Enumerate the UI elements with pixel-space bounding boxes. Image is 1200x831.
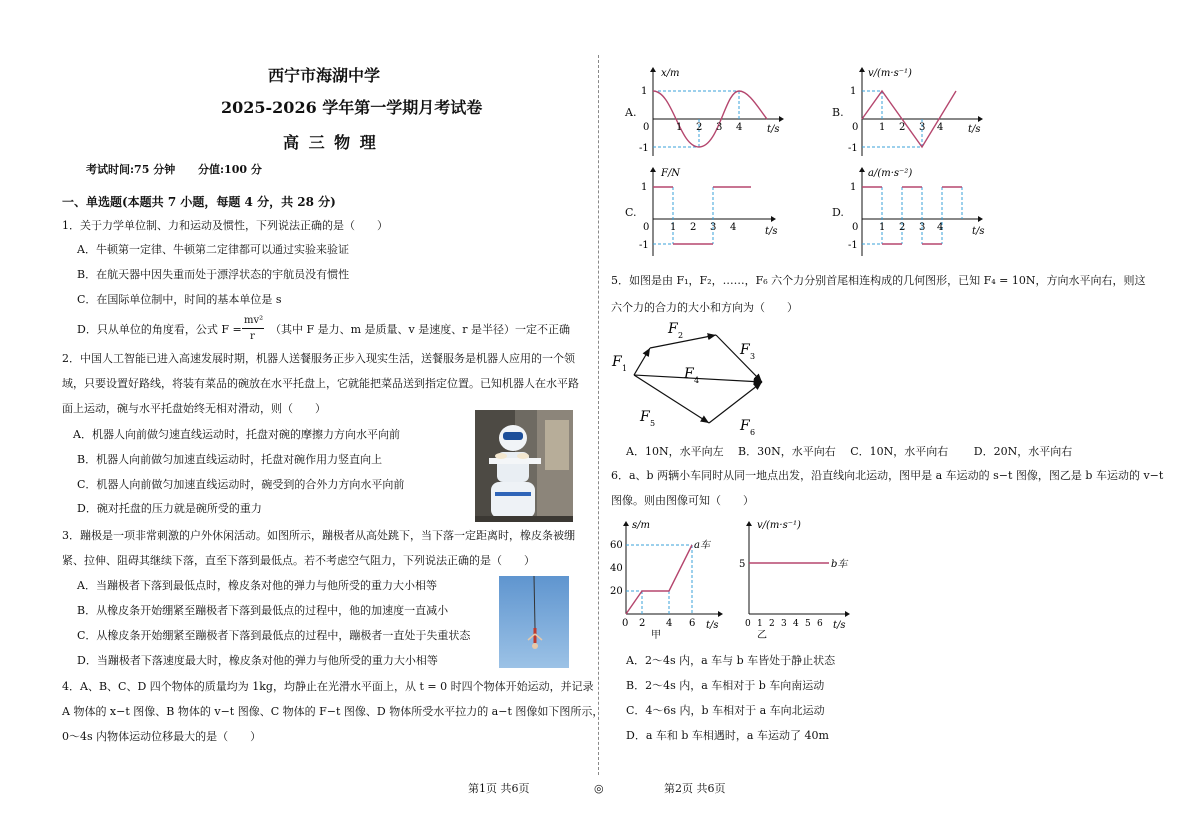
graph-b-tick-4: 4 — [937, 122, 944, 133]
force-polygon-diagram — [608, 318, 774, 444]
q5-line-2: 六个力的合力的大小和方向为（ ） — [611, 301, 798, 314]
graph-yi-xtick-6: 6 — [817, 619, 823, 629]
graph-yi-xtick-1: 1 — [757, 619, 763, 629]
graph-b-label: B. — [832, 106, 844, 119]
school-name: 西宁市海湖中学 — [268, 66, 381, 85]
subject-title: 高 三 物 理 — [283, 133, 378, 152]
graph-jia-caption: 甲 — [651, 630, 661, 641]
q3-line-1: 3．蹦极是一项非常刺激的户外休闲活动。如图所示，蹦极者从高处跳下，当下落一定距离时，橡皮条被绷 — [62, 529, 575, 542]
label-f5-sub: 5 — [650, 419, 656, 428]
graph-a-yneg: -1 — [639, 143, 649, 154]
label-f6: F — [740, 418, 750, 434]
graph-yi-caption: 乙 — [757, 630, 767, 641]
graph-a-label: A. — [625, 106, 637, 119]
graph-yi-vt — [737, 516, 857, 644]
graph-yi-xtick-5: 5 — [805, 619, 811, 629]
graph-jia-xlabel: t/s — [706, 620, 719, 631]
q5-options: A．10N，水平向左 B．30N，水平向右 C．10N，水平向右 D．20N，水平向右 — [626, 445, 1073, 458]
graph-yi-xlabel: t/s — [833, 620, 846, 631]
graph-d-tick-3: 3 — [919, 222, 926, 233]
graph-b-tick-3: 3 — [919, 122, 926, 133]
label-f3: F — [740, 342, 750, 358]
graph-yi-xtick-2: 2 — [769, 619, 775, 629]
q3-option-b: B．从橡皮条开始绷紧至蹦极者下落到最低点的过程中，他的加速度一直减小 — [77, 604, 449, 617]
graph-jia-series: a车 — [694, 540, 710, 551]
graph-yi-series: b车 — [831, 559, 848, 570]
graph-c-tick-1: 1 — [670, 222, 677, 233]
graph-d-ypos: 1 — [850, 182, 857, 193]
graph-yi-ytick-5: 5 — [739, 559, 746, 570]
graph-a-xlabel: t/s — [767, 124, 780, 135]
q6-option-a: A．2～4s 内，a 车与 b 车皆处于静止状态 — [626, 654, 836, 667]
footer-center-mark: ◎ — [594, 782, 604, 795]
footer-page-left: 第1页 共6页 — [468, 782, 530, 795]
q2-option-c: C．机器人向前做匀加速直线运动时，碗受到的合外力方向水平向前 — [77, 478, 405, 491]
graph-c-tick-3: 3 — [710, 222, 717, 233]
label-f4: F — [684, 366, 694, 382]
exam-time: 考试时间:75 分钟 — [86, 163, 176, 176]
bungee-jumper-photo — [499, 576, 569, 668]
q3-option-d: D．当蹦极者下落速度最大时，橡皮条对他的弹力与他所受的重力大小相等 — [77, 654, 438, 667]
q2-line-3: 面上运动，碗与水平托盘始终无相对滑动，则（ ） — [62, 402, 326, 415]
label-f2-sub: 2 — [678, 331, 684, 340]
section-heading: 一、单选题(本题共 7 小题，每题 4 分，共 28 分) — [62, 195, 336, 209]
graph-d-at — [848, 164, 988, 260]
graph-jia-ytick-40: 40 — [610, 563, 623, 574]
q1-option-a: A．牛顿第一定律、牛顿第二定律都可以通过实验来验证 — [77, 243, 349, 256]
graph-c-ft — [639, 164, 785, 260]
q4-line-3: 0～4s 内物体运动位移最大的是（ ） — [62, 730, 262, 743]
graph-a-tick-3: 3 — [716, 122, 723, 133]
label-f6-sub: 6 — [750, 428, 756, 437]
q3-option-a: A．当蹦极者下落到最低点时，橡皮条对他的弹力与他所受的重力大小相等 — [77, 579, 437, 592]
graph-jia-st — [606, 516, 726, 644]
graph-a-tick-2: 2 — [696, 122, 703, 133]
q3-line-2: 紧、拉伸、阻碍其继续下落，直至下落到最低点。若不考虑空气阻力，下列说法正确的是（ ） — [62, 554, 535, 567]
q6-line-2: 图像。则由图像可知（ ） — [611, 494, 754, 507]
graph-jia-ytick-60: 60 — [610, 540, 623, 551]
q1-option-d-suffix: （其中 F 是力、m 是质量、v 是速度、r 是半径）一定不正确 — [270, 323, 571, 336]
graph-yi-xtick-3: 3 — [781, 619, 787, 629]
fraction-bar — [242, 328, 264, 329]
graph-a-ylabel: x/m — [661, 68, 680, 79]
q3-option-c: C．从橡皮条开始绷紧至蹦极者下落到最低点的过程中，蹦极者一直处于失重状态 — [77, 629, 471, 642]
graph-a-ypos: 1 — [641, 86, 648, 97]
robot-waiter-photo — [475, 410, 573, 522]
graph-jia-xtick-6: 6 — [689, 618, 696, 629]
q2-line-2: 域，只要设置好路线，将装有菜品的碗放在水平托盘上，它就能把菜品送到指定位置。已知机器人在水平路 — [62, 377, 579, 390]
graph-b-ylabel: v/(m·s⁻¹) — [868, 68, 912, 79]
q6-option-c: C．4～6s 内，b 车相对于 a 车向北运动 — [626, 704, 825, 717]
graph-c-xlabel: t/s — [765, 226, 778, 237]
q2-line-1: 2．中国人工智能已进入高速发展时期，机器人送餐服务正步入现实生活，送餐服务是机器人应用的一个领 — [62, 352, 575, 365]
graph-d-origin: 0 — [852, 222, 859, 233]
q1-formula-denominator: r — [250, 331, 255, 342]
graph-d-yneg: -1 — [848, 240, 858, 251]
graph-b-xlabel: t/s — [968, 124, 981, 135]
graph-b-yneg: -1 — [848, 143, 858, 154]
q6-option-d: D．a 车和 b 车相遇时，a 车运动了 40m — [626, 729, 829, 742]
q6-option-b: B．2～4s 内，a 车相对于 b 车向南运动 — [626, 679, 825, 692]
graph-c-label: C. — [625, 206, 637, 219]
graph-jia-xtick-2: 2 — [639, 618, 646, 629]
graph-a-tick-1: 1 — [676, 122, 683, 133]
q1-option-b: B．在航天器中因失重而处于漂浮状态的宇航员没有惯性 — [77, 268, 350, 281]
graph-yi-xtick-4: 4 — [793, 619, 799, 629]
graph-jia-ytick-20: 20 — [610, 586, 623, 597]
graph-b-tick-1: 1 — [879, 122, 886, 133]
graph-d-tick-4: 4 — [937, 222, 944, 233]
q4-line-1: 4．A、B、C、D 四个物体的质量均为 1kg，均静止在光滑水平面上，从 t = 0 时四个物体开始运动，并记录 — [62, 680, 594, 693]
label-f4-sub: 4 — [694, 376, 700, 385]
graph-d-tick-2: 2 — [899, 222, 906, 233]
graph-c-origin: 0 — [643, 222, 650, 233]
label-f2: F — [668, 321, 678, 337]
graph-a-xt — [639, 64, 785, 160]
graph-d-tick-1: 1 — [879, 222, 886, 233]
label-f1-sub: 1 — [622, 364, 628, 373]
graph-jia-ylabel: s/m — [632, 520, 650, 531]
q2-option-a: A．机器人向前做匀速直线运动时，托盘对碗的摩擦力方向水平向前 — [73, 428, 400, 441]
q4-line-2: A 物体的 x−t 图像、B 物体的 v−t 图像、C 物体的 F−t 图像、D 物体所受水平拉力的 a−t 图像如下图所示， — [62, 705, 604, 718]
graph-a-tick-4: 4 — [736, 122, 743, 133]
graph-yi-xtick-0: 0 — [745, 619, 751, 629]
exam-score: 分值:100 分 — [198, 163, 262, 176]
graph-b-tick-2: 2 — [899, 122, 906, 133]
q5-line-1: 5．如图是由 F₁，F₂，……，F₆ 六个力分别首尾相连构成的几何图形，已知 F₄ = 10N，方向水平向右，则这 — [611, 274, 1146, 287]
label-f3-sub: 3 — [750, 352, 756, 361]
graph-c-yneg: -1 — [639, 240, 649, 251]
q1-option-c: C．在国际单位制中，时间的基本单位是 s — [77, 293, 282, 306]
q6-line-1: 6．a、b 两辆小车同时从同一地点出发，沿直线向北运动，图甲是 a 车运动的 s−t 图像，图乙是 b 车运动的 v−t — [611, 469, 1164, 482]
graph-jia-xtick-0: 0 — [622, 618, 629, 629]
graph-b-ypos: 1 — [850, 86, 857, 97]
q2-option-d: D．碗对托盘的压力就是碗所受的重力 — [77, 502, 262, 515]
graph-d-ylabel: a/(m·s⁻²) — [868, 168, 913, 179]
graph-d-xlabel: t/s — [972, 226, 985, 237]
q1-option-d-prefix: D．只从单位的角度看，公式 F = — [77, 323, 242, 336]
graph-b-vt — [848, 64, 988, 160]
exam-title: 2025-2026 学年第一学期月考试卷 — [221, 98, 483, 117]
q1-stem: 1．关于力学单位制、力和运动及惯性，下列说法正确的是（ ） — [62, 219, 388, 232]
graph-c-tick-4: 4 — [730, 222, 737, 233]
graph-c-ylabel: F/N — [661, 168, 681, 179]
label-f5: F — [640, 409, 650, 425]
graph-a-origin: 0 — [643, 122, 650, 133]
graph-yi-ylabel: v/(m·s⁻¹) — [757, 520, 801, 531]
graph-c-ypos: 1 — [641, 182, 648, 193]
graph-c-tick-2: 2 — [690, 222, 697, 233]
footer-page-right: 第2页 共6页 — [664, 782, 726, 795]
q1-formula-numerator: mv² — [244, 315, 264, 326]
graph-d-label: D. — [832, 206, 844, 219]
q2-option-b: B．机器人向前做匀加速直线运动时，托盘对碗作用力竖直向上 — [77, 453, 383, 466]
graph-jia-xtick-4: 4 — [666, 618, 673, 629]
label-f1: F — [612, 354, 622, 370]
page-divider — [598, 55, 599, 775]
graph-b-origin: 0 — [852, 122, 859, 133]
